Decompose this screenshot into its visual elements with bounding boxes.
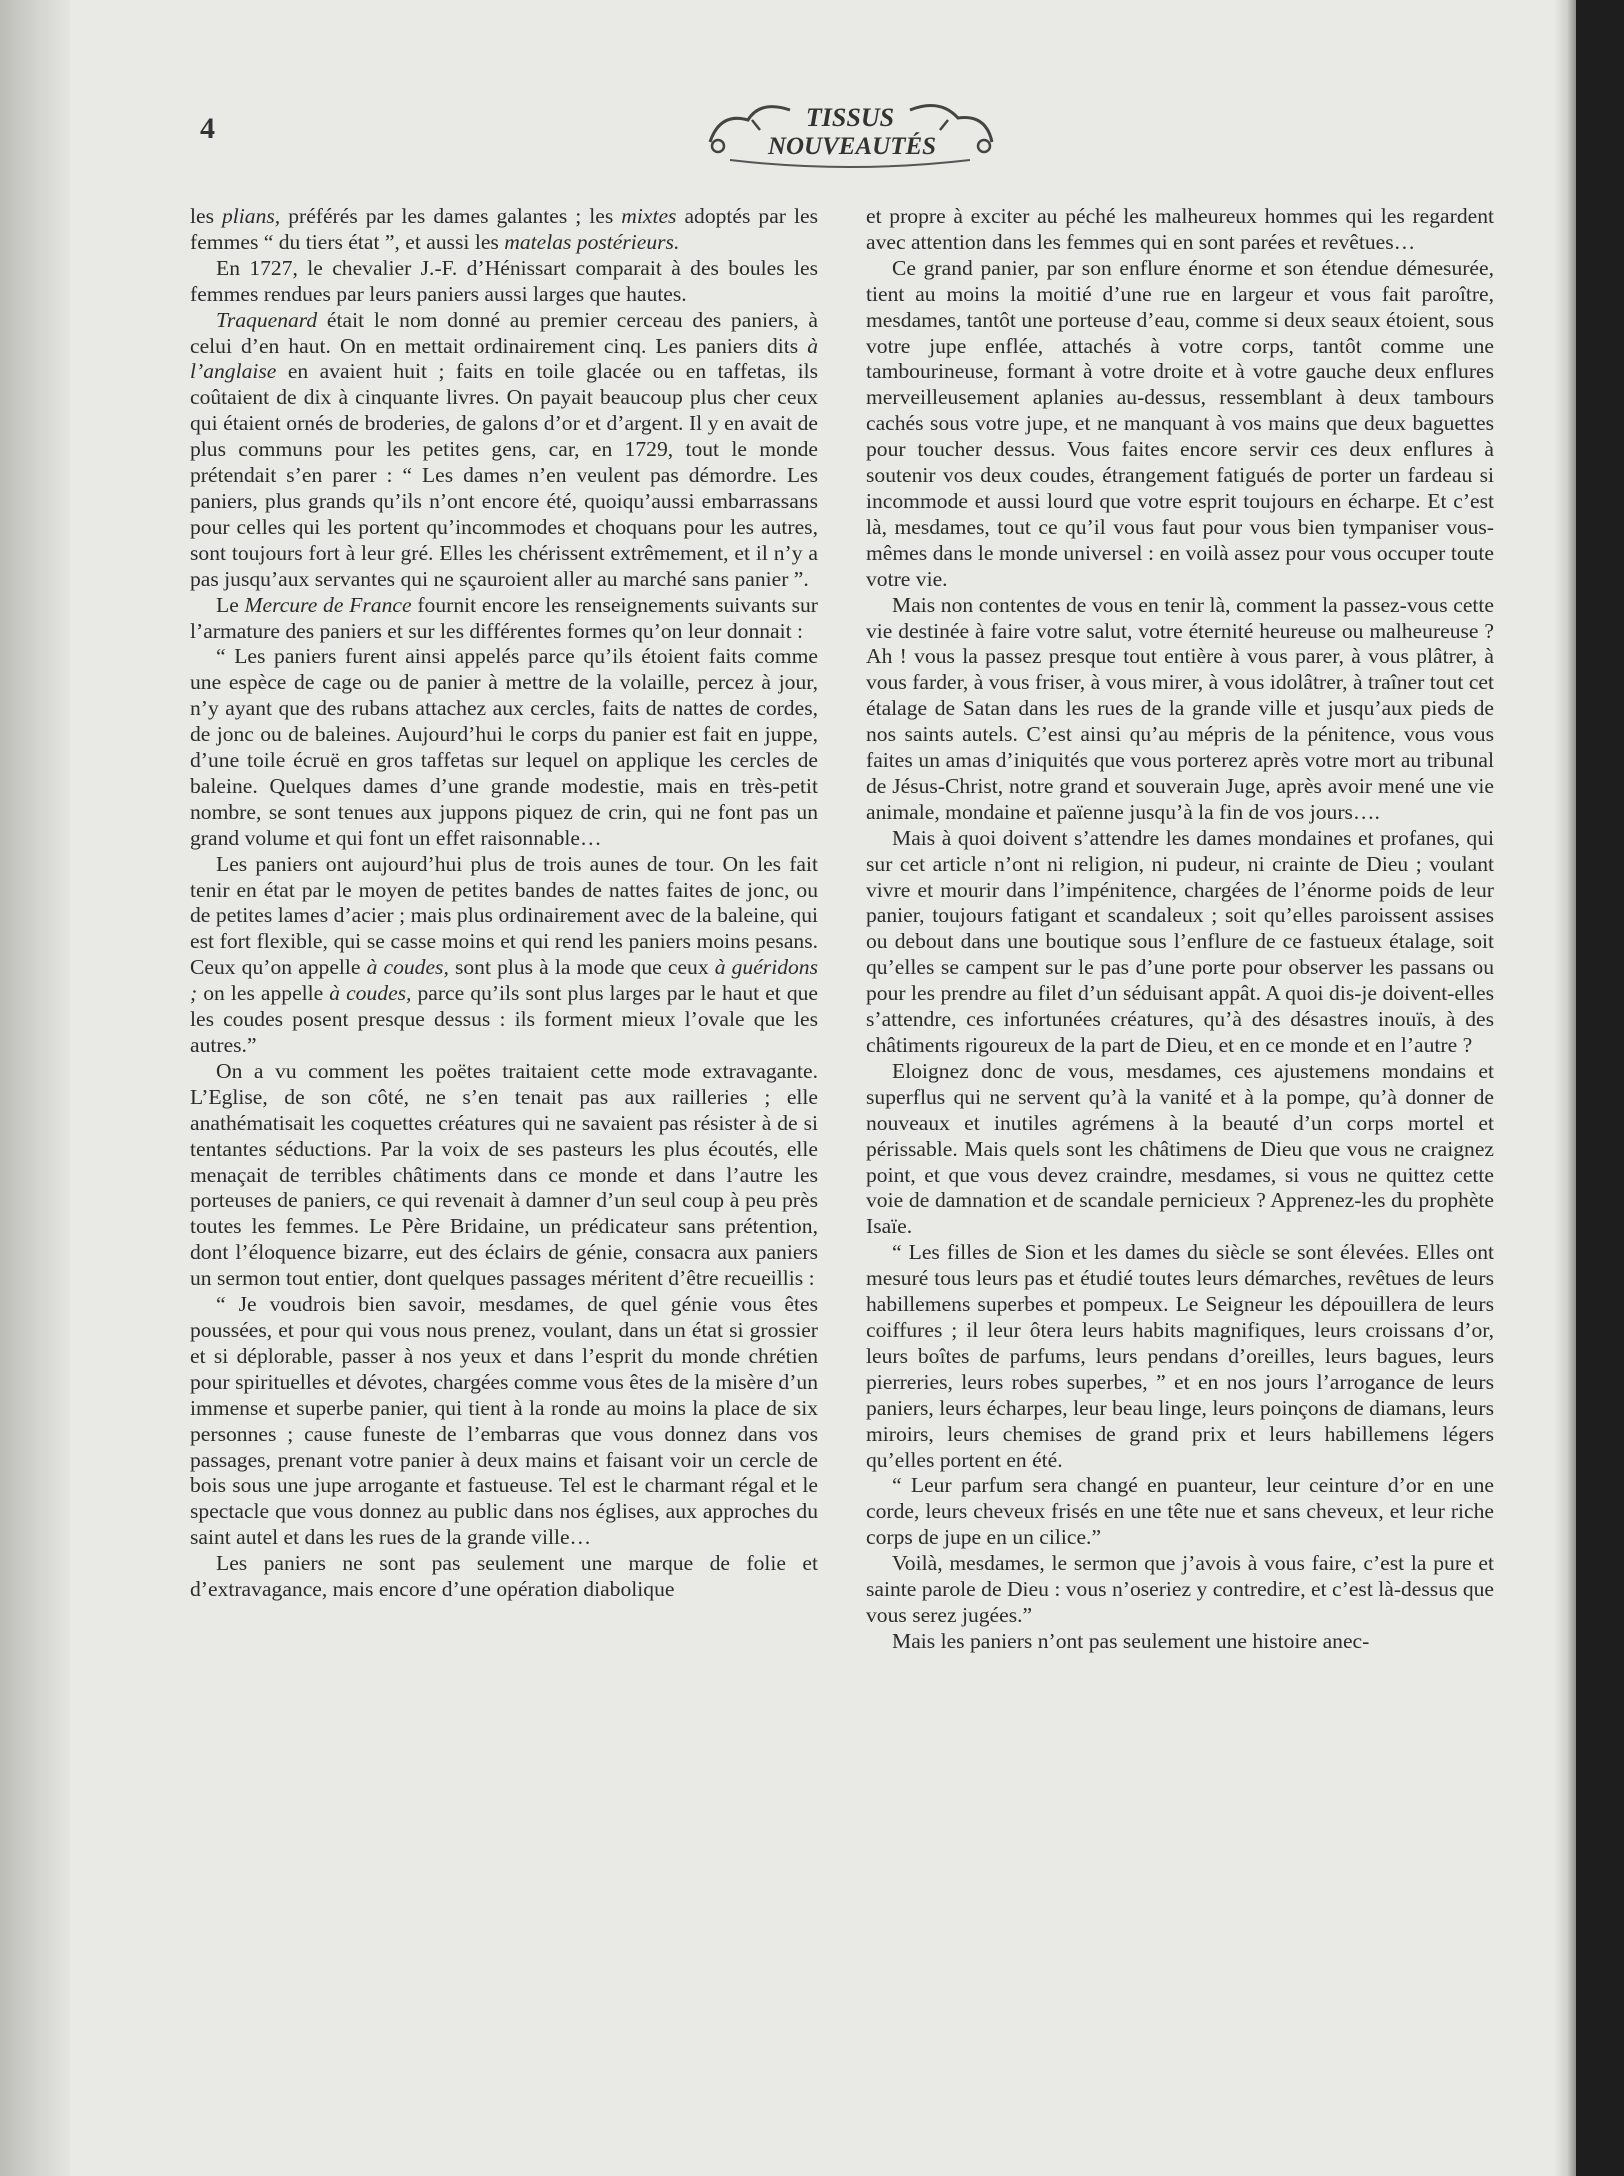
- text-run: Le: [216, 592, 245, 617]
- left-text-column: [190, 204, 818, 1603]
- paragraph: [866, 593, 1494, 826]
- text-run: En 1727, le chevalier J.-F. d’Hénissart comparait à des boules les femmes rendues par leurs paniers aussi larges que hautes.: [190, 255, 818, 306]
- paragraph: [190, 256, 818, 308]
- italic-text: matelas postérieurs.: [504, 229, 680, 254]
- page-number: 4: [200, 112, 215, 145]
- italic-text: à coudes,: [366, 955, 449, 980]
- paragraph: [866, 256, 1494, 593]
- right-text-column: [866, 204, 1494, 1655]
- text-run: Voilà, mesdames, le sermon que j’avois à vous faire, c’est la pure et sainte parole de Dieu : vous n’oseriez y contredire, et c’est là-dessus que vous serez jugées.”: [866, 1551, 1494, 1627]
- text-run: Mais à quoi doivent s’attendre les dames mondaines et profanes, qui sur cet article n’ont ni religion, ni pudeur, ni crainte de Dieu ; voulant vivre et mourir dans l’impénitence, chargées de l’énorme poids de leur panier, toujours fatigant et scandaleux ; soit qu’elles paroissent assises ou debout dans une boutique sous l’enflure de ce fastueux étalage, soit qu’elles se campent sur le pas d’une porte pour observer les passans ou pour les prendre au filet d’un séduisant appât. A quoi dis-je doivent-elles s’attendre, ces infortunées créatures, qu’à des désastres inouïs, à des châtiments rigoureux de la part de Dieu, et en ce monde et en l’autre ?: [866, 825, 1494, 1057]
- paragraph: [190, 593, 818, 645]
- italic-text: plians,: [222, 204, 281, 228]
- paragraph: [866, 1629, 1494, 1655]
- paragraph: [866, 204, 1494, 256]
- paragraph: [190, 308, 818, 593]
- text-run: “ Leur parfum sera changé en puanteur, leur ceinture d’or en une corde, leurs cheveux frisés en une tête nue et sans cheveux, et leur riche corps de jupe en un cilice.”: [866, 1473, 1494, 1550]
- text-run: Les paniers ne sont pas seulement une marque de folie et d’extravagance, mais encore d’une opération diabolique: [190, 1551, 818, 1602]
- text-run: adoptés par les femmes “ du tiers état ”, et aussi les: [190, 204, 818, 254]
- text-run: Mais non contentes de vous en tenir là, comment la passez-vous cette vie destinée à faire votre salut, votre éternité heureuse ou malheureuse ? Ah ! vous la passez presque tout entière à vous parer, à vous plâtrer, à vous farder, à vous friser, à vous mirer, à vous idolâtrer, à traîner tout cet étalage de Satan dans les rues de la grande ville et jusqu’aux pieds de nos saints autels. C’est ainsi qu’au mépris de la pénitence, vous vous faites un amas d’iniquités que vous porterez après votre mort au tribunal de Jésus-Christ, notre grand et souverain Juge, après avoir mené une vie animale, mondaine et païenne jusqu’à la fin de vos jours….: [866, 592, 1494, 824]
- book-spine: [1576, 0, 1624, 2176]
- svg-text:TISSUS: TISSUS: [805, 103, 895, 132]
- paragraph: [190, 1551, 818, 1603]
- paragraph: [190, 644, 818, 851]
- text-run: “ Les filles de Sion et les dames du siècle se sont élevées. Elles ont mesuré tous leurs pas et étudié toutes leurs démarches, revêtues de leurs habillemens superbes et pompeux. Le Seigneur les dépouillera de leurs coiffures ; il leur ôtera leurs habits magnifiques, leurs croissans d’or, leurs boîtes de parfums, leurs pendans d’oreilles, leurs bagues, leurs pierreries, leurs robes superbes, ” et en nos jours l’arrogance de leurs paniers, leurs écharpes, leur beau linge, leurs poinçons de diamans, leurs miroirs, leurs chemises de grand prix et leurs habillemens légers qu’elles portent en été.: [866, 1240, 1494, 1472]
- text-run: sont plus à la mode que ceux: [448, 955, 715, 980]
- italic-text: Traquenard: [216, 307, 318, 332]
- text-run: préférés par les dames galantes ; les: [280, 204, 622, 228]
- italic-text: à coudes,: [329, 981, 412, 1006]
- text-run: “ Je voudrois bien savoir, mesdames, de quel génie vous êtes poussées, et pour qui vous nous prenez, voulant, dans un état si grossier et si déplorable, passer à nos yeux et dans l’esprit du monde chrétien pour spirituelles et dévotes, chargées comme vous êtes de la misère d’un immense et superbe panier, qui tient à la ronde au moins la place de six personnes ; cause funeste de l’embarras que vous donnez dans vos passages, prenant votre panier à deux mains et faisant voir un cercle de bois sous une jupe arrogante et fastueuse. Tel est le charmant régal et le spectacle que vous donnez au public dans nos églises, aux approches du saint autel et dans les rues de la grande ville…: [190, 1292, 818, 1550]
- text-run: fournit encore les renseignements suivants sur l’armature des paniers et sur les différentes formes qu’on leur donnait :: [190, 592, 818, 643]
- text-run: en avaient huit ; faits en toile glacée ou en taffetas, ils coûtaient de dix à cinquante livres. On payait beaucoup plus cher ceux qui étaient ornés de broderies, de galons d’or et d’argent. Il y en avait de plus communs pour les petites gens, car, en 1729, tout le monde prétendait s’en parer : “ Les dames n’en veulent pas démordre. Les paniers, plus grands qu’ils n’ont encore été, quoiqu’aussi embarrassans pour celles qui les portent qu’incommodes et choquans pour les autres, sont toujours fort à leur gré. Elles les chérissent extrêmement, et il n’y a pas jusqu’aux servantes qui ne sçauroient aller au marché sans panier ”.: [190, 359, 818, 591]
- paragraph: [866, 1551, 1494, 1629]
- italic-text: à guéridons ;: [190, 955, 819, 1006]
- italic-text: à l’anglaise: [190, 333, 818, 384]
- text-run: les: [190, 204, 222, 228]
- text-run: Mais les paniers n’ont pas seulement une histoire anec-: [892, 1628, 1370, 1653]
- paragraph: [866, 826, 1494, 1059]
- text-run: Les paniers ont aujourd’hui plus de trois aunes de tour. On les fait tenir en état par le moyen de petites bandes de nattes faites de jonc, ou de petites lames d’acier ; mais plus ordinairement avec de la baleine, qui est fort flexible, qui se casse moins et qui rend les paniers moins pesans. Ceux qu’on appelle: [190, 851, 818, 980]
- tissus-nouveautes-logo: [700, 90, 1000, 172]
- paragraph: [866, 1240, 1494, 1473]
- paragraph: [190, 1292, 818, 1551]
- italic-text: mixtes: [621, 204, 677, 228]
- text-run: “ Les paniers furent ainsi appelés parce qu’ils étoient faits comme une espèce de cage ou de panier à mettre de la volaille, percez à jour, n’y ayant que des rubans attachez aux cercles, faits de nattes de cordes, de jonc ou de baleines. Aujourd’hui le corps du panier est fait en juppe, d’une toile écruë en gros taffetas sur lequel on applique les cercles de baleine. Quelques dames d’une grande modestie, mais en très-petit nombre, se sont tenues aux juppons piquez de crin, qui ne font pas un grand volume et qui font un effet raisonnable…: [190, 644, 818, 850]
- paragraph: [866, 1473, 1494, 1551]
- paragraph: [190, 852, 818, 1059]
- italic-text: Mercure de France: [244, 592, 412, 617]
- binding-gutter: [0, 0, 70, 2176]
- text-run: on les appelle: [197, 981, 330, 1006]
- text-run: Eloignez donc de vous, mesdames, ces ajustemens mondains et superflus qui ne servent qu’à la vanité et à la pompe, qu’à donner de nouveaux et inutiles agrémens à la beauté d’un corps mortel et périssable. Mais quels sont les châtimens de Dieu que vous ne craignez point, et que vous devez craindre, mesdames, si vous ne quittez cette voie de damnation et de scandale pernicieux ? Apprenez-les du prophète Isaïe.: [866, 1058, 1494, 1239]
- text-run: était le nom donné au premier cerceau des paniers, à celui d’en haut. On en mettait ordinairement cinq. Les paniers dits: [190, 307, 818, 358]
- paragraph: [190, 1059, 818, 1292]
- text-run: parce qu’ils sont plus larges par le haut et que les coudes posent presque dessus : ils forment mieux l’ovale que les autres.”: [190, 981, 818, 1057]
- text-run: et propre à exciter au péché les malheureux hommes qui les regardent avec attention dans les femmes qui en sont parées et revêtues…: [866, 204, 1494, 254]
- page-edge-shadow: [1554, 0, 1576, 2176]
- svg-text:NOUVEAUTÉS: NOUVEAUTÉS: [767, 133, 937, 160]
- paragraph: [190, 204, 818, 256]
- text-run: Ce grand panier, par son enflure énorme et son étendue démesurée, tient au moins la moitié d’une rue en largeur et vous fait paroître, mesdames, tantôt une porteuse d’eau, comme si deux seaux étoient, sous votre jupe enflée, attachés à votre corps, tantôt comme une tambourineuse, formant à votre droite et à votre gauche deux enflures merveilleusement aplanies au-dessus, ressemblant à deux tambours cachés sous votre jupe, et ne manquant à vos mains que deux baguettes pour toucher dessus. Vous faites encore servir ces deux enflures à soutenir vos deux coudes, étrangement fatigués de porter un fardeau si incommode et aussi lourd que votre esprit toujours en écharpe. Et c’est là, mesdames, tout ce qu’il vous faut pour vous bien tympaniser vous-mêmes dans le monde universel : en voilà assez pour vous occuper toute votre vie.: [866, 255, 1494, 591]
- text-run: On a vu comment les poëtes traitaient cette mode extravagante. L’Eglise, de son côté, ne s’en tenait pas aux railleries ; elle anathématisait les coquettes créatures qui ne savaient pas résister à de si tentantes séductions. Par la voix de ses pasteurs les plus écoutés, elle menaçait de terribles châtiments dans ce monde et dans l’autre les porteuses de paniers, ce qui revenait à damner d’un seul coup à peu près toutes les femmes. Le Père Bridaine, un prédicateur sans prétention, dont l’éloquence bizarre, eut des éclairs de génie, consacra aux paniers un sermon tout entier, dont quelques passages méritent d’être recueillis :: [190, 1058, 818, 1291]
- paragraph: [866, 1059, 1494, 1240]
